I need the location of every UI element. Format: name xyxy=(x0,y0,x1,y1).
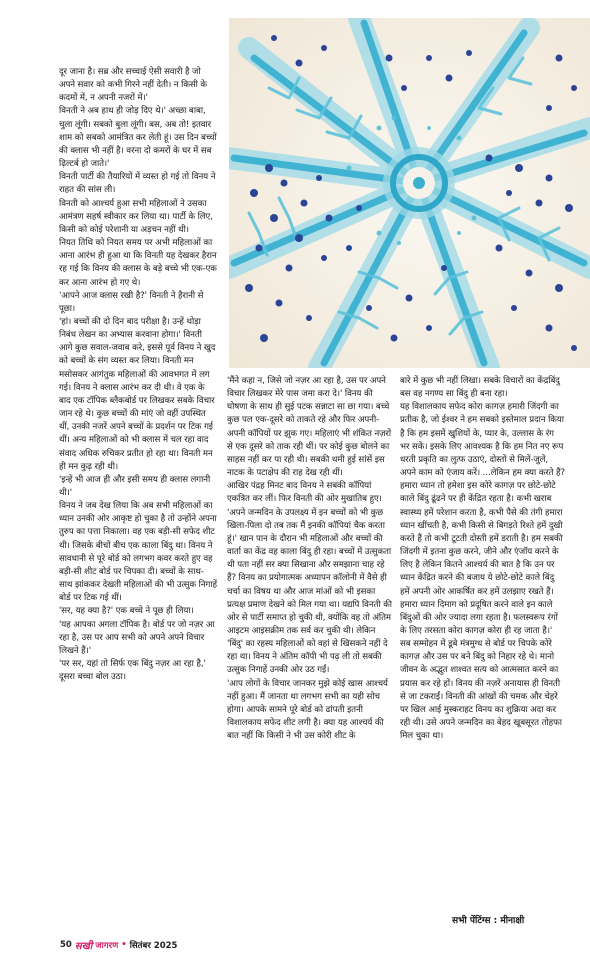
artwork-painting xyxy=(229,18,590,368)
paragraph: विनती ने अब हाथ ही जोड़ दिए थे।' अच्छा बाबा, चुला लूंगी। सबको बुला लूंगी। बस, अब तो! इतवार शाम को सबको आमंत्रित कर लेती हूं। उस दिन बच्चों की क्लास भी नहीं है। वरना दो कमरों के घर में सब ढ़िल्टर्ब हो जाते।' xyxy=(59,106,217,170)
paragraph: 'पर सर, यहां तो सिर्फ एक बिंदु नज़र आ रहा है,' दूसरा बच्चा बोल उठा। xyxy=(59,659,206,683)
paragraph: 'इन्हें भी आज ही और इसी समय ही क्लास लगानी थी।' xyxy=(59,474,211,498)
paragraph: यह विशालकाय सफेद कोरा कागज़ हमारी जिंदगी का प्रतीक है, जो ईश्वर ने हम सबको इस्तेमाल प्रदान किया है कि हम इसमें खुशियों के, प्यार के, उल्लास के रंग भर सकें। इसके लिए आवश्यक है कि हम नित नए रूप धरती प्रकृति का लुत्फ उठाएं, दोस्तों से मिलें-जुलें, अपने काम को एंजाय करें। ...लेकिन हम क्या करते हैं? हमारा ध्यान तो हमेशा इस कोरे कागज़ पर छोटे-छोटे काले बिंदु ढूंढने पर ही केंद्रित रहता है। कभी खराब स्वास्थ्य हमें परेशान करता है, कभी पैसे की तंगी हमारा ध्यान खींचती है, कभी किसी से बिगड़ते रिश्ते हमें दुखी करते हैं तो कभी टूटती दोस्ती हमें डराती है। हम सबकी जिंदगी में इतना कुछ करने, जीने और एंजॉय करने के लिए है लेकिन कितने आश्चर्य की बात है कि उन पर ध्यान केंद्रित करने की बजाय ये छोटे-छोटे काले बिंदु हमें अपनी ओर आकर्षित कर हमें उलझाए रखते हैं। हमारा ध्यान दिमाग को प्रदूषित करने वाले इन काले बिंदुओं की ओर ज्यादा लगा रहता है। फलस्वरूप रंगों के लिए तरसता कोरा कागज़ कोरा ही रह जाता है।' xyxy=(400,402,565,636)
magazine-name: जागरण xyxy=(95,940,119,951)
paragraph: 'सर, यह क्या है?' एक बच्चे ने पूछ ही लिया। xyxy=(59,606,194,617)
paragraph: बारे में कुछ भी नहीं लिखा। सबके विचारों का केंद्रबिंदु बस वह नगण्य सा बिंदु ही बना रहा। xyxy=(400,376,560,400)
paragraph: विनती पार्टी की तैयारियों में व्यस्त हो गई तो विनय ने राहत की सांस ली। xyxy=(59,172,216,196)
paragraph: दूर जाना है। सब्र और सच्चाई ऐसी सवारी है जो अपने सवार को कभी गिरने नहीं देती। न किसी के कदमों में, न अपनी नजरों में।' xyxy=(59,67,207,104)
article-column-1 xyxy=(59,66,217,684)
painting-svg xyxy=(229,18,590,368)
page-number: 50 xyxy=(60,940,72,950)
paragraph: नियत तिथि को नियत समय पर अभी महिलाओं का आना आरंभ ही हुआ था कि विनती यह देखकर हैरान रह गई कि विनय की क्लास के बड़े बच्चे भी एक-एक कर आना आरंभ हो गए थे। xyxy=(59,238,217,288)
brand-logo: सखी xyxy=(74,941,93,952)
page-footer xyxy=(60,938,177,952)
issue-month: सितंबर 2025 xyxy=(129,940,178,951)
paragraph: 'मैंने कहा न, जिसे जो नज़र आ रहा है, उस पर अपने विचार लिखकर मेरे पास जमा करा दे।' विनय की घोषणा के साथ ही सुई पटक सन्नाटा सा छा गया। बच्चे कुछ पल एक-दूसरे को ताकते रहे और फिर अपनी-अपनी कॉपियों पर झुक गए। महिलाएं भी शंकित नज़रों से एक दूसरे को ताक रही थीं। पर कोई कुछ बोलने का साहस नहीं कर पा रही थी। सबकी थमी हुई सांसें इस नाटक के पटाक्षेप की राह देख रही थीं। xyxy=(227,376,392,479)
painting-credit: सभी पेंटिंग्स : मीनाक्षी xyxy=(452,916,525,926)
paragraph: 'हां। बच्चों की दो दिन बाद परीक्षा है। उन्हें थोड़ा निबंध लेखन का अभ्यास करवाना होगा।' विनती आगे कुछ सवाल-जवाब करे, इससे पूर्व विनय ने खुद को बच्चों के संग व्यस्त कर लिया। विनती मन मसोसकर आगंतुक महिलाओं की आवभगत में लग गई। विनय ने क्लास आरंभ कर दी थी। वे एक के बाद एक टॉपिक ब्लैकबोर्ड पर लिखकर सबके विचार जान रहे थे। कुछ बच्चों की मांएं जो वहीं उपस्थित थीं, उनकी नजरें अपने बच्चों के प्रदर्शन पर टिक गई थीं। अन्य महिलाओं को भी क्लास में चल रहा वाद संवाद अधिक रुचिकर प्रतीत हो रहा था। विनती मन ही मन कुढ़ रही थी। xyxy=(59,316,216,472)
article-column-2 xyxy=(227,375,392,743)
paragraph: आखिर पंद्रह मिनट बाद विनय ने सबकी कॉपियां एकत्रित कर लीं। फिर विनती की ओर मुखातिब हुए। xyxy=(227,481,382,505)
paragraph: विनय ने जब देख लिया कि अब सभी महिलाओं का ध्यान उनकी ओर आकृष्ट हो चुका है तो उन्होंने अपना तुरुप का पत्ता निकाला। वह एक बड़ी-सी सफेद शीट थी। जिसके बीचों बीच एक काला बिंदु था। विनय ने सावधानी से पूरे बोर्ड को लगभग कवर करते हुए वह बड़ी-सी शीट बोर्ड पर चिपका दी। बच्चों के साथ-साथ झांककर देखती महिलाओं की भी उत्सुक निगाहें बोर्ड पर टिक गई थीं। xyxy=(59,501,217,604)
paragraph: 'यह आपका अगला टॉपिक है। बोर्ड पर जो नज़र आ रहा है, उस पर आप सभी को अपने अपने विचार लिखने हैं।' xyxy=(59,619,215,656)
paragraph: 'अपने जन्मदिन के उपलक्ष्य में इन बच्चों को भी कुछ खिला-पिला दो तब तक मैं इनकी कॉपियां चैक करता हूं।' खान पान के दौरान भी महिलाओं और बच्चों की वार्ता का केंद्र वह काला बिंदु ही रहा। बच्चों में उत्सुकता थी पता नहीं सर क्या सिखाना और समझाना चाह रहे हैं? विनय का प्रयोगात्मक अध्यापन कॉलोनी में वैसे ही चर्चा का विषय था और आज मांओं को भी इसका प्रत्यक्ष प्रमाण देखने को मिल गया था। यद्यपि विनती की ओर से पार्टी समाप्त हो चुकी थी, क्योंकि वह तो अंतिम आइटम आइसक्रीम तक सर्व कर चुकी थी। लेकिन 'बिंदु' का रहस्य महिलाओं को वहां से खिसकने नहीं दे रहा था। विनय ने अंतिम कॉपी भी पढ़ ली तो सबकी उत्सुक निगाहें उनकी ओर उठ गईं। xyxy=(227,507,392,676)
footer-separator: • xyxy=(121,940,127,950)
paragraph: 'आप लोगों के विचार जानकर मुझे कोई खास आश्चर्य नहीं हुआ। मैं जानता था लगभग सभी का यही सोच होगा। आपके सामने पूरे बोर्ड को ढांपती इतनी विशालकाय सफेद शीट लगी है। क्या यह आश्चर्य की बात नहीं कि किसी ने भी उस कोरी शीट के xyxy=(227,678,388,742)
article-column-3 xyxy=(400,375,565,743)
paragraph: विनती को आश्चर्य हुआ सभी महिलाओं ने उसका आमंत्रण सहर्ष स्वीकार कर लिया था। पार्टी के लिए, किसी को कोई परेशानी या अड़चन नहीं थी। xyxy=(59,198,213,235)
paragraph: सब सम्मोहन में डूबे मंत्रमुग्ध से बोर्ड पर चिपके कोरे कागज़ और उस पर बने बिंदु को निहार रहे थे। मानो जीवन के अद्भुत शाश्वत सत्य को आत्मसात करने का प्रयास कर रहे हों। विनय की नज़रें अनायास ही विनती से जा टकराईं। विनती की आंखों की चमक और चेहरे पर खिल आई मुस्कराहट विनय का शुक्रिया अदा कर रही थी। उसे अपने जन्मदिन का बेहद खूबसूरत तोहफा मिल चुका था। xyxy=(400,639,562,742)
paragraph: 'आपने आज क्लास रखी है?' विनती ने हैरानी से पूछा। xyxy=(59,290,204,314)
